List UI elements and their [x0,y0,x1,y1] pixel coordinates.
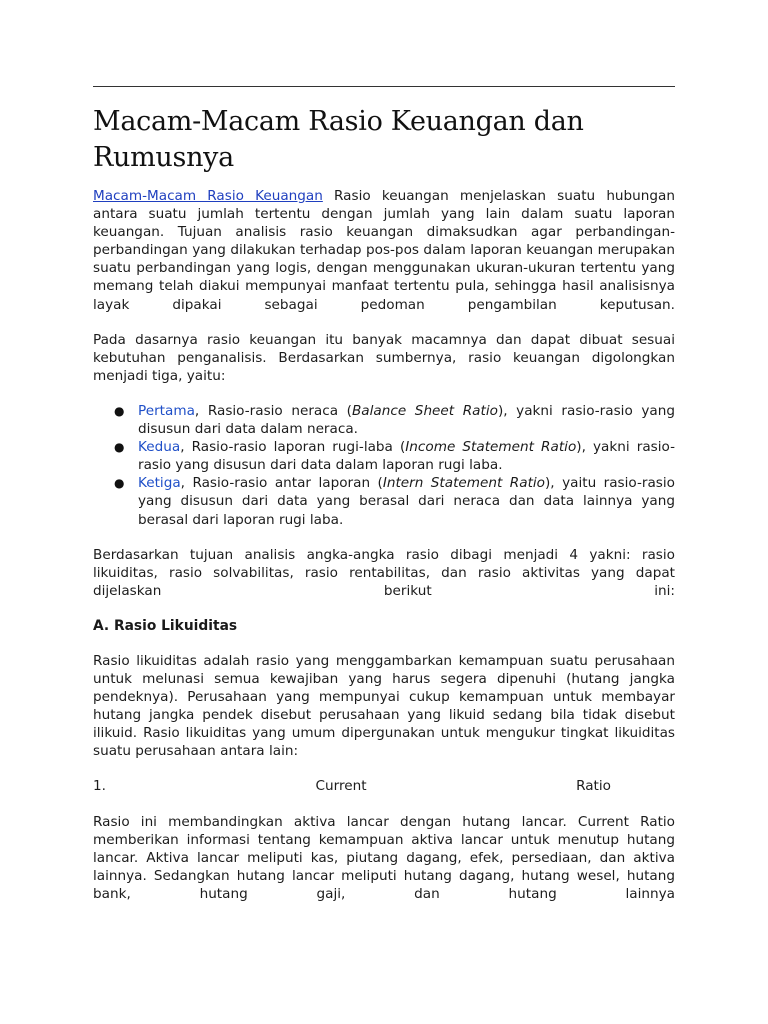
subheading-word: Current [315,778,367,795]
list-item [114,402,676,438]
ratio-source-list [93,402,675,529]
paragraph-purpose: Berdasarkan tujuan analisis angka-angka rasio dibagi menjadi 4 yakni: rasio likuiditas, rasio solvabilitas, rasio rentabilitas, dan rasio aktivitas yang dapat dijelaskan berikut ini: [93,546,675,599]
list-item-term: Intern Statement Ratio [382,475,545,492]
list-item-lead[interactable]: Ketiga [138,475,181,492]
list-item-lead[interactable]: Kedua [138,439,181,456]
intro-text: Rasio keuangan menjelaskan suatu hubungan antara suatu jumlah tertentu dengan jumlah yang lain dalam suatu laporan keuangan. Tujuan analisis rasio keuangan dimaksudkan agar perbandingan-perbandingan yang dilakukan terhadap pos-pos dalam laporan keuangan merupakan suatu perbandingan yang logis, dengan menggunakan ukuran-ukuran tertentu yang memang telah diakui mempunyai manfaat tertentu pula, sehingga hasil analisisnya layak dipakai sebagai pedoman pengambilan keputusan. [93,188,675,313]
list-item-text: ), yaitu rasio-rasio yang disusun dari data yang berasal dari neraca dan data lainnya yang berasal dari laporan rugi laba. [138,475,675,528]
list-item [114,438,675,474]
subheading-number: 1. [93,778,106,795]
list-item-text: , Rasio-rasio neraca ( [194,402,352,419]
title-link[interactable]: Macam-Macam Rasio Keuangan [93,188,323,204]
list-item-text: , Rasio-rasio antar laporan ( [180,475,383,492]
article-title: Macam-Macam Rasio Keuangan dan Rumusnya [93,106,584,173]
subheading-word: Ratio [576,778,611,795]
list-item [114,474,675,528]
top-divider [93,86,675,87]
paragraph-clip [93,813,675,903]
paragraph-types: Pada dasarnya rasio keuangan itu banyak macamnya dan dapat dibuat sesuai kebutuhan penganalisis. Berdasarkan sumbernya, rasio keuangan digolongkan menjadi tiga, yaitu: [93,331,675,384]
paragraph-current-ratio: Rasio ini membandingkan aktiva lancar dengan hutang lancar. Current Ratio memberikan informasi tentang kemampuan aktiva lancar untuk menutup hutang lancar. Aktiva lancar meliputi kas, piutang dagang, efek, persediaan, dan aktiva lainnya. Sedangkan hutang lancar meliputi hutang dagang, hutang wesel, hutang bank, hutang gaji, dan hutang lainnya [93,813,675,902]
bullet-icon: ● [114,403,125,418]
list-item-term: Balance Sheet Ratio [351,402,498,419]
list-item-text: ), yakni rasio-rasio yang disusun dari data dalam laporan rugi laba. [138,439,675,474]
section-heading-liquidity: A. Rasio Likuiditas [93,617,238,634]
list-item-text: , Rasio-rasio laporan rugi-laba ( [180,439,406,456]
bullet-icon: ● [114,476,125,491]
paragraph-liquidity: Rasio likuiditas adalah rasio yang menggambarkan kemampuan suatu perusahaan untuk melunasi semua kewajiban yang harus segera dipenuhi (hutang jangka pendeknya). Perusahaan yang mempunyai cukup kemampuan untuk membayar hutang jangka pendek disebut perusahaan yang likuid sedang bila tidak disebut ilikuid. Rasio likuiditas yang umum dipergunakan untuk mengukur tingkat likuiditas suatu perusahaan antara lain: [93,652,675,760]
bullet-icon: ● [114,440,125,455]
list-item-term: Income Statement Ratio [405,439,577,456]
article-body [93,187,675,903]
subheading-current-ratio [93,777,675,795]
intro-paragraph [93,187,675,314]
list-item-text: ), yakni rasio-rasio yang disusun dari data dalam neraca. [138,402,676,438]
list-item-lead[interactable]: Pertama [138,402,195,419]
